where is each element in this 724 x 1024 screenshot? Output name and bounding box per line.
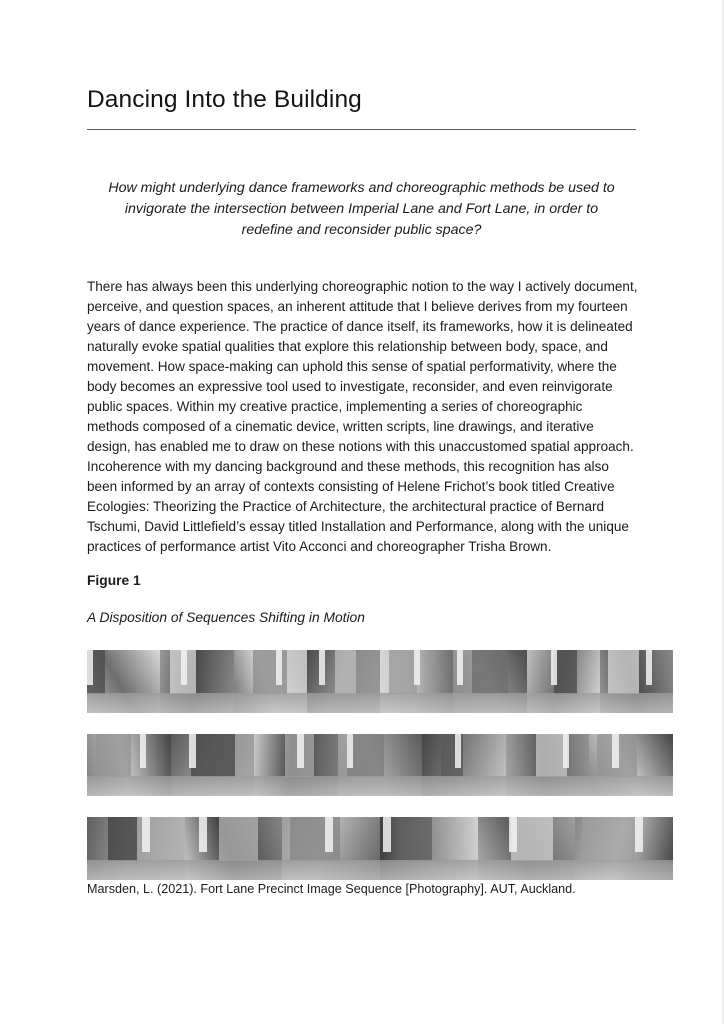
body-line: been informed by an array of contexts consisting of Helene Frichot’s book titled Creative [87,479,615,494]
body-line: Tschumi, David Littlefield’s essay titled Installation and Performance, along with the unique [87,519,629,534]
photo-sky-shape [455,734,462,768]
body-line: practices of performance artist Vito Acconci and choreographer Trisha Brown. [87,539,552,554]
photo-building-shape [608,650,639,694]
photo-frame [87,734,171,796]
photo-pavement-shape [338,776,422,796]
body-line: perceive, and question spaces, an inherent attitude that I believe derives from my fourteen [87,299,628,314]
photo-building-shape [219,817,258,861]
photo-sky-shape [635,817,643,852]
research-question-line: How might underlying dance frameworks and choreographic methods be used to [108,180,615,196]
photo-sky-shape [189,734,196,768]
photo-frame [185,817,283,880]
photo-sky-shape [181,650,187,685]
photo-sky-shape [142,817,150,852]
photo-sky-shape [87,650,93,685]
body-line: public spaces. Within my creative practice, implementing a series of choreographic [87,399,583,414]
photo-building-shape [96,734,131,777]
photo-pavement-shape [506,776,590,796]
photo-sky-shape [276,650,282,685]
photo-building-shape [582,817,635,861]
document-title: Dancing Into the Building [87,86,362,113]
photo-frame [527,650,600,713]
photo-sky-shape [199,817,207,852]
photo-pavement-shape [422,776,506,796]
photo-sky-shape [563,734,570,768]
photo-strip-3 [87,817,673,880]
photo-frame [380,817,478,880]
photo-frame [478,817,576,880]
body-line: Incoherence with my dancing background and these methods, this recognition has also [87,459,609,474]
research-question-line: invigorate the intersection between Imperial Lane and Fort Lane, in order to [124,201,599,217]
photo-building-shape [108,817,136,861]
photo-pavement-shape [254,776,338,796]
photo-frame [234,650,307,713]
photo-sky-shape [509,817,517,852]
photo-building-shape [554,650,577,694]
photo-pavement-shape [282,860,380,880]
body-line: There has always been this underlying choreographic notion to the way I actively document, [87,279,638,294]
photo-pavement-shape [478,860,576,880]
body-paragraph [87,277,643,557]
photo-frame [338,734,422,796]
photo-frame [307,650,380,713]
photo-pavement-shape [527,693,600,713]
photo-sky-shape [551,650,557,685]
photo-pavement-shape [234,693,307,713]
photo-pavement-shape [600,693,673,713]
photo-building-shape [335,650,356,694]
photo-pavement-shape [160,693,233,713]
photo-frame [380,650,453,713]
figure-title: A Disposition of Sequences Shifting in Motion [87,610,365,625]
photo-pavement-shape [589,776,673,796]
photo-pavement-shape [171,776,255,796]
body-line: movement. How space-making can uphold this sense of spatial performativity, where the [87,359,617,374]
photo-building-shape [191,734,235,777]
photo-sky-shape [140,734,147,768]
photo-building-shape [472,650,509,694]
photo-frame [575,817,673,880]
photo-sky-shape [319,650,325,685]
photo-sky-shape [347,734,354,768]
photo-pavement-shape [380,693,453,713]
photo-pavement-shape [307,693,380,713]
photo-pavement-shape [87,776,171,796]
photo-frame [600,650,673,713]
photo-pavement-shape [575,860,673,880]
photo-sky-shape [414,650,420,685]
photo-frame [422,734,506,796]
photo-pavement-shape [380,860,478,880]
photo-sky-shape [297,734,304,768]
photo-building-shape [511,817,553,861]
photo-pavement-shape [453,693,526,713]
body-line: methods composed of a cinematic device, written scripts, line drawings, and iterative [87,419,594,434]
research-question-line: redefine and reconsider public space? [241,222,482,238]
photo-frame [453,650,526,713]
photo-strip-1 [87,650,673,713]
figure-label: Figure 1 [87,573,141,588]
photo-frame [282,817,380,880]
photo-frame [506,734,590,796]
body-line: body becomes an expressive tool used to investigate, reconsider, and even reinvigorate [87,379,613,394]
body-line: Ecologies: Theorizing the Practice of Architecture, the architectural practice of Bernard [87,499,605,514]
photo-frame [171,734,255,796]
photo-frame [87,650,160,713]
photo-pavement-shape [185,860,283,880]
photo-frame [87,817,185,880]
research-question [87,178,636,241]
body-line: years of dance experience. The practice of dance itself, its frameworks, how it is delineated [87,319,633,334]
photo-pavement-shape [87,693,160,713]
photo-sky-shape [383,817,391,852]
photo-strip-2 [87,734,673,796]
photo-building-shape [401,817,432,861]
figure-attribution: Marsden, L. (2021). Fort Lane Precinct Image Sequence [Photography]. AUT, Auckland. [87,882,576,896]
photo-pavement-shape [87,860,185,880]
body-line: naturally evoke spatial qualities that explore this relationship between body, space, and [87,339,608,354]
body-line: design, has enabled me to draw on these notions with this unaccustomed spatial approach. [87,439,634,454]
photo-sky-shape [612,734,619,768]
photo-sky-shape [457,650,463,685]
photo-sky-shape [325,817,333,852]
photo-sky-shape [646,650,652,685]
photo-frame [589,734,673,796]
title-divider [87,129,636,130]
photo-frame [254,734,338,796]
photo-frame [160,650,233,713]
